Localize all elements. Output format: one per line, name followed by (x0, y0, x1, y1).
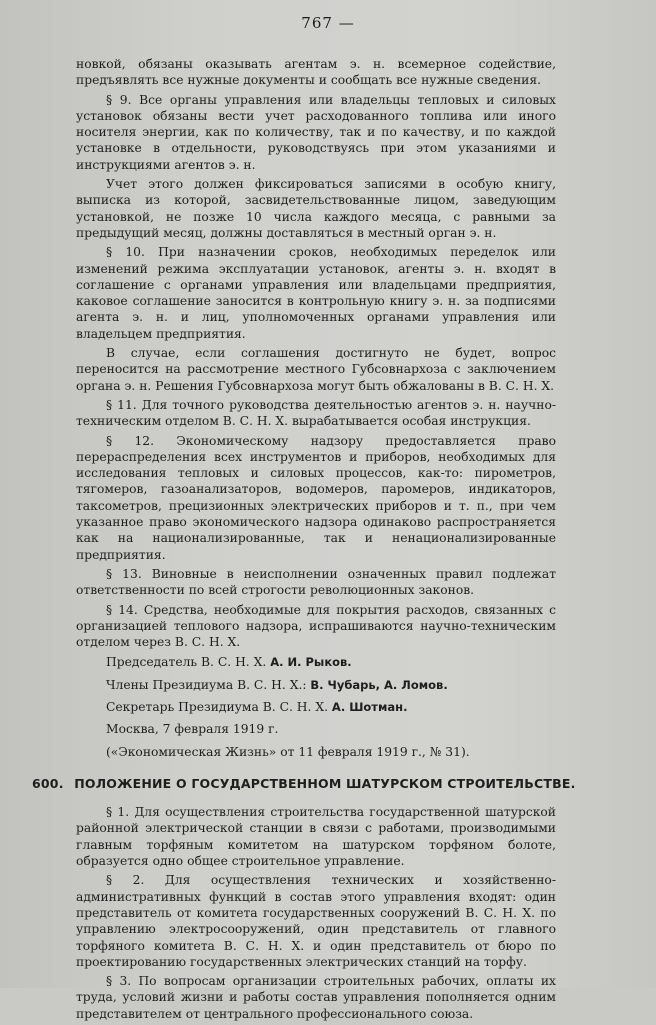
place-date: Москва, 7 февраля 1919 г. (106, 722, 279, 737)
paragraph-section-9: § 9. Все органы управления или владельцы тепловых и силовых установок обязаны вести учет расходованного топлива или иного носителя энергии, как по количеству, так и по качеству, и по каждой установке в отдельности, руководствуясь при этом указаниями и инструкциями агентов э. н. (76, 92, 556, 172)
paragraph-section-11: § 11. Для точного руководства деятельностью агентов э. н. научно-техническим отделом В. С. Н. Х. вырабатывается особая инструкция. (76, 397, 556, 429)
heading-title: ПОЛОЖЕНИЕ О ГОСУДАРСТВЕННОМ ШАТУРСКОМ СТРОИТЕЛЬСТВЕ. (74, 775, 576, 791)
signature-members (76, 677, 556, 693)
paragraph-shatura-2: § 2. Для осуществления технических и хозяйственно-административных функций в состав этого управления входят: один представитель от комитета государственных сооружений В. С. Н. Х. по управлению электросооружений, один представитель от главного торфяного комитета В. С. Н. Х. и один представитель от бюро по проектированию государственных электрических станций на торфу. (76, 873, 556, 969)
paragraph-shatura-3: § 3. По вопросам организации строительных рабочих, оплаты их труда, условий жизни и работы состав управления пополняется одним представителем от центрального профессионального союза. (76, 974, 556, 1021)
paragraph-section-12: § 12. Экономическому надзору предоставляется право перераспределения всех инструментов и приборов, необходимых для исследования тепловых и силовых процессов, как-то: пирометров, тягомеров, газоанализаторов, водомеров, паромеров, индикаторов, таксометров, прецизионных электрических приборов и т. п., при чем указанное право экономического надзора одинаково распространяется как на национализированные, так и ненационализированные предприятия. (76, 433, 556, 562)
signature-chair (76, 654, 556, 670)
paragraph-continuation: новкой, обязаны оказывать агентам э. н. всемерное содействие, предъявлять все нужные документы и сообщать все нужные сведения. (76, 57, 556, 88)
paragraph-accounting: Учет этого должен фиксироваться записями в особую книгу, выписка из которой, засвидетельствованные лицом, заведующим установкой, не позже 10 числа каждого месяца, с равными за предыдущий месяц, должны доставляться в местный орган э. н. (76, 177, 556, 240)
heading-number: 600. (32, 775, 64, 791)
members-label: Члены Президиума В. С. Н. Х.: (106, 677, 307, 692)
page-number: 767 — (301, 14, 355, 32)
paragraph-shatura-1: § 1. Для осуществления строительства государственной шатурской районной электрической станции в связи с работами, производимыми главным торфяным комитетом на шатурском торфяном болоте, образуется одно общее строительное управление. (76, 805, 556, 869)
signature-secretary (76, 699, 556, 715)
paragraph-section-10: § 10. При назначении сроков, необходимых переделок или изменений режима эксплуатации установок, агенты э. н. входят в соглашение с органами управления или владельцами предприятия, каковое соглашение заносится в контрольную книгу э. н. за подписями агента э. н. и лиц, уполномоченных органами управления или владельцем предприятия. (76, 245, 556, 341)
signature-block (76, 654, 556, 759)
source-citation: («Экономическая Жизнь» от 11 февраля 1919 г., № 31). (106, 744, 470, 759)
section-heading (32, 775, 576, 792)
secretary-label: Секретарь Президиума В. С. Н. Х. (106, 699, 328, 714)
paragraph-section-13: § 13. Виновные в неисполнении означенных правил подлежат ответственности по всей строгости революционных законов. (76, 566, 556, 598)
members-names: В. Чубарь, А. Ломов. (310, 677, 448, 692)
chair-name: А. И. Рыков. (270, 655, 352, 670)
secretary-name: А. Шотман. (331, 699, 408, 714)
paragraph-appeal: В случае, если соглашения достигнуто не будет, вопрос переносится на рассмотрение местного Губсовнархоза с заключением органа э. н. Решения Губсовнархоза могут быть обжалованы в В. С. Н. Х. (76, 346, 556, 393)
chair-label: Председатель В. С. Н. Х. (106, 655, 267, 670)
paragraph-section-14: § 14. Средства, необходимые для покрытия расходов, связанных с организацией теплового надзора, испрашиваются научно-техническим отделом через В. С. Н. Х. (76, 602, 556, 650)
page-body (32, 56, 576, 1025)
